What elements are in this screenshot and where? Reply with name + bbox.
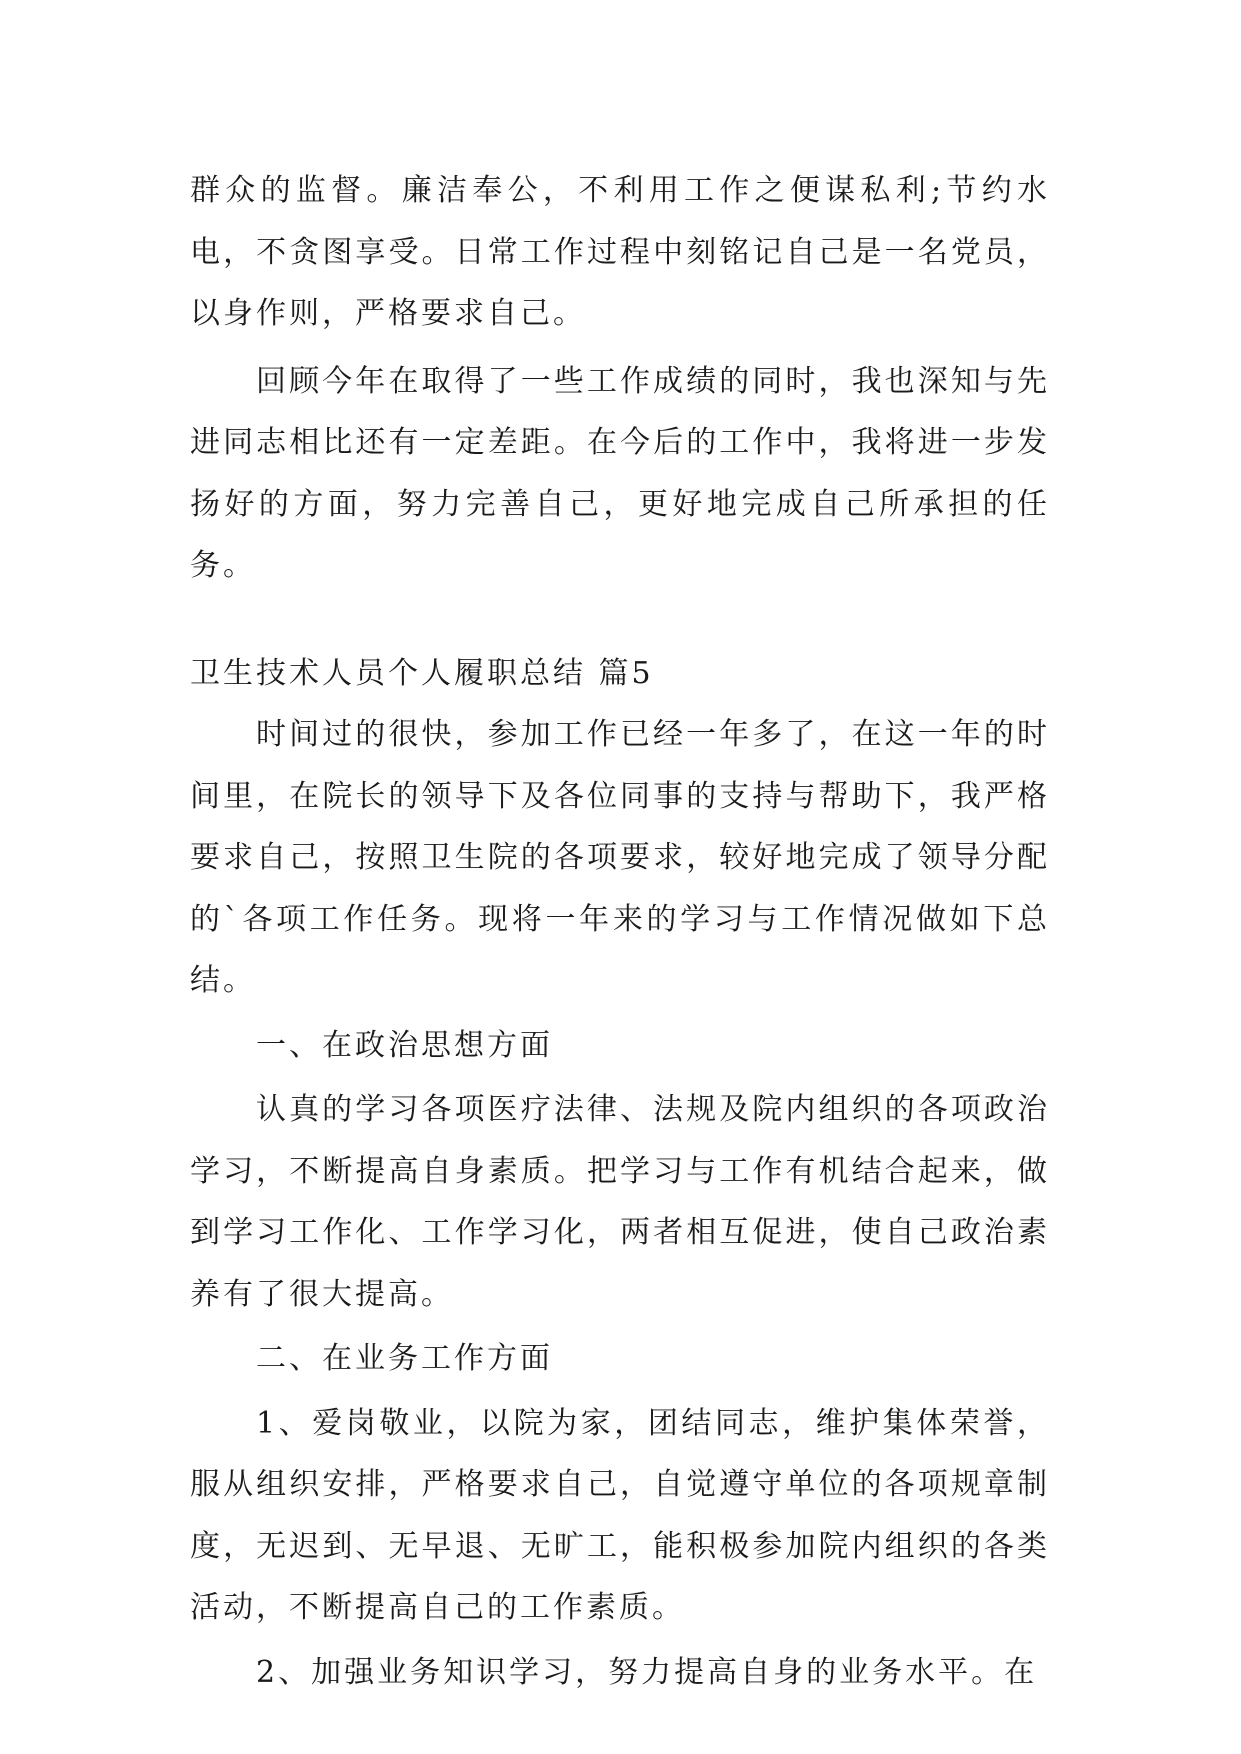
paragraph-intro: 时间过的很快，参加工作已经一年多了，在这一年的时间里，在院长的领导下及各位同事的支持与帮助下，我严格要求自己，按照卫生院的各项要求，较好地完成了领导分配的`各项工作任务。现将一年来的学习与工作情况做如下总结。 — [190, 717, 1050, 998]
paragraph-continued: 群众的监督。廉洁奉公，不利用工作之便谋私利;节约水电，不贪图享受。日常工作过程中刻铭记自己是一名党员，以身作则，严格要求自己。 — [190, 173, 1050, 331]
paragraph-item-2: 2、加强业务知识学习，努力提高自身的业务水平。在 — [256, 1654, 1038, 1690]
paragraph-review: 回顾今年在取得了一些工作成绩的同时，我也深知与先进同志相比还有一定差距。在今后的工作中，我将进一步发扬好的方面，努力完善自己，更好地完成自己所承担的任务。 — [190, 363, 1050, 583]
paragraph-political: 认真的学习各项医疗法律、法规及院内组织的各项政治学习，不断提高自身素质。把学习与工作有机结合起来，做到学习工作化、工作学习化，两者相互促进，使自己政治素养有了很大提高。 — [190, 1092, 1050, 1312]
subheading-political: 一、在政治思想方面 — [256, 1027, 553, 1063]
section-title: 卫生技术人员个人履职总结 篇5 — [190, 655, 654, 691]
subheading-business: 二、在业务工作方面 — [256, 1341, 553, 1376]
paragraph-item-1: 1、爱岗敬业，以院为家，团结同志，维护集体荣誉，服从组织安排，严格要求自己，自觉遵守单位的各项规章制度，无迟到、无早退、无旷工，能积极参加院内组织的各类活动，不断提高自己的工作素质。 — [190, 1405, 1050, 1625]
document-body — [190, 160, 1050, 1703]
